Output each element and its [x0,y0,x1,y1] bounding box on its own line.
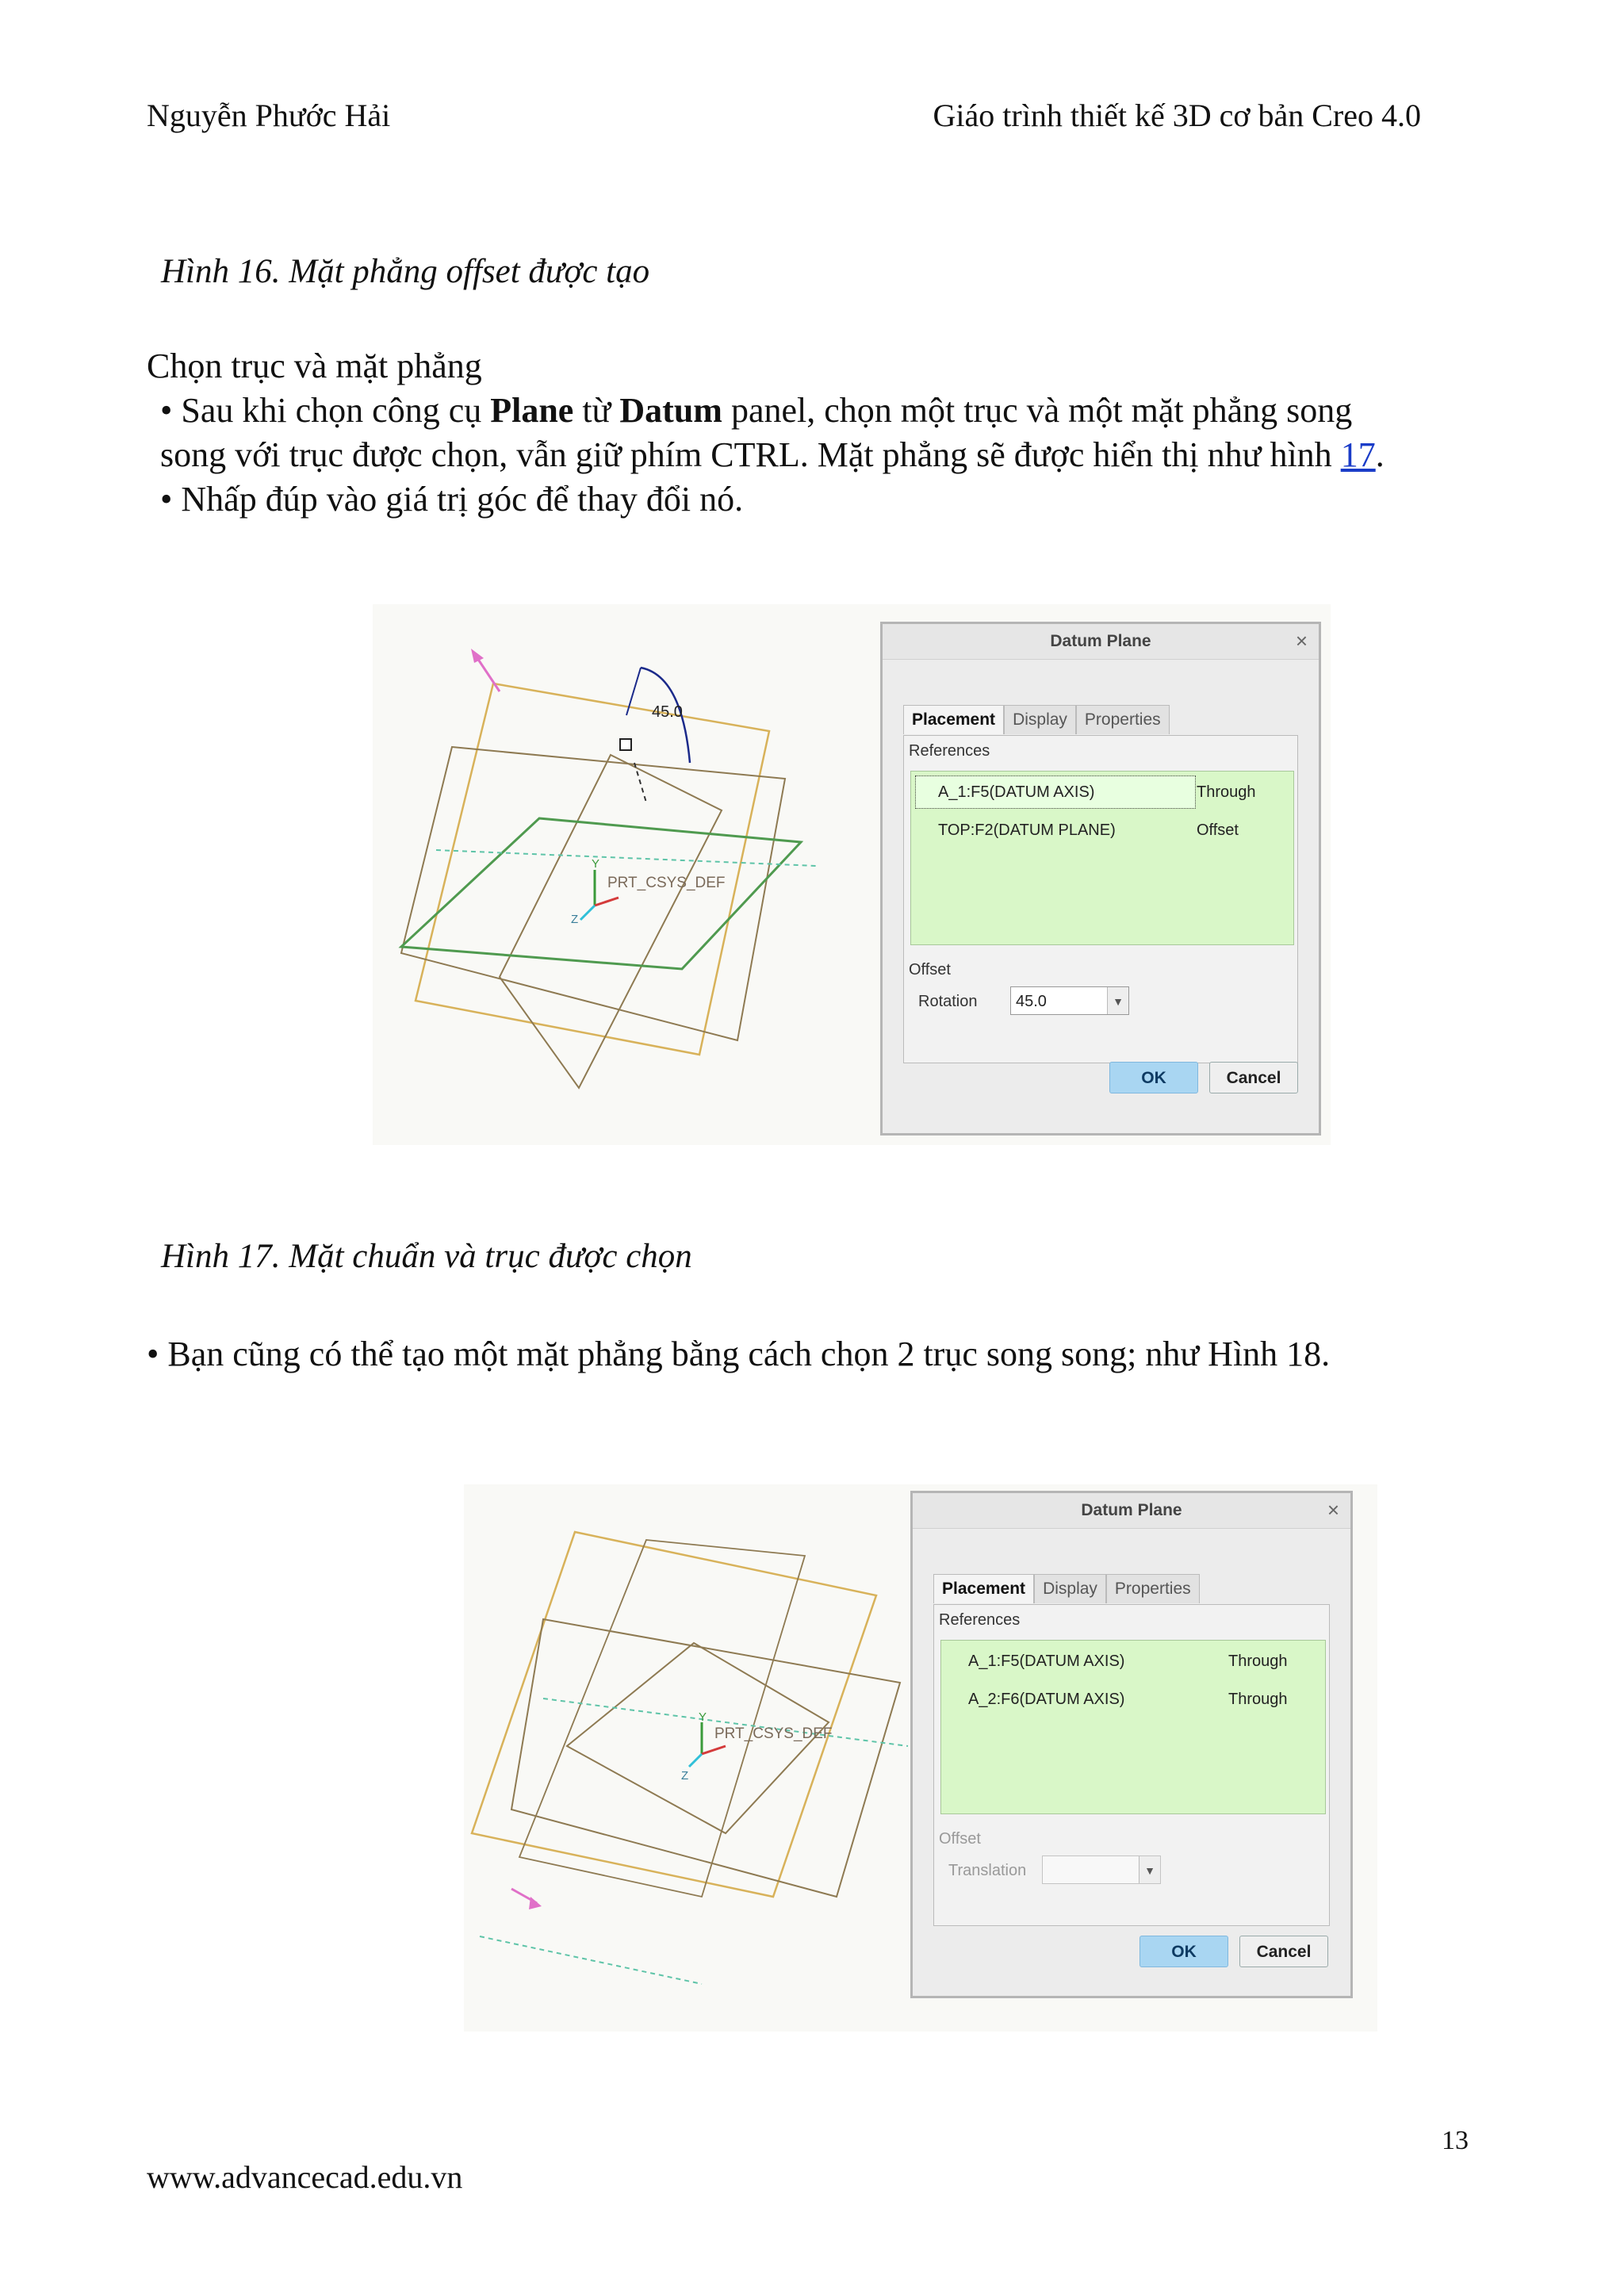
cancel-button[interactable]: Cancel [1239,1936,1328,1967]
csys-z-label: Z [571,913,579,926]
direction-arrow-head [529,1897,542,1909]
datum-term: Datum [619,391,722,430]
tab-display[interactable]: Display [1034,1574,1106,1603]
ok-button[interactable]: OK [1109,1062,1198,1093]
offset-label: Offset [909,961,951,978]
reference-name: A_2:F6(DATUM AXIS) [968,1691,1125,1708]
csys-z-axis [689,1754,702,1767]
reference-name: A_1:F5(DATUM AXIS) [938,783,1095,801]
header-book-title: Giáo trình thiết kế 3D cơ bản Creo 4.0 [933,98,1421,133]
top-datum-plane [401,818,801,969]
rotation-input[interactable] [1010,986,1129,1015]
placement-panel [903,735,1298,1063]
rotation-value: 45.0 [1016,993,1047,1010]
references-list[interactable] [910,771,1294,945]
direction-arrow-head [471,649,484,663]
reference-name: TOP:F2(DATUM PLANE) [938,821,1116,839]
reference-row[interactable] [946,1683,1225,1715]
chevron-down-icon[interactable]: ▼ [1139,1856,1160,1883]
placement-panel [933,1604,1330,1926]
translation-input[interactable] [1042,1855,1161,1884]
bullet-2: • Nhấp đúp vào giá trị góc để thay đổi nó. [160,480,744,519]
figure-17 [373,604,1331,1145]
bullet-3: • Bạn cũng có thể tạo một mặt phẳng bằng cách chọn 2 trục song song; như Hình 18. [147,1335,1331,1373]
footer-website[interactable]: www.advancecad.edu.vn [147,2159,463,2195]
plane-term: Plane [490,391,574,430]
dialog-title: Datum Plane [883,624,1319,660]
bullet-1-text-b: từ [573,391,620,430]
bullet-1 [160,389,1469,477]
rotation-label: Rotation [918,993,978,1010]
ok-button[interactable]: OK [1139,1936,1228,1967]
csys-label: PRT_CSYS_DEF [714,1725,833,1742]
csys-y-label: Y [699,1710,707,1724]
reference-row[interactable] [916,776,1195,808]
datum-plane-brown [511,1619,900,1897]
tab-placement[interactable]: Placement [903,705,1004,734]
references-list[interactable] [940,1640,1326,1814]
chevron-down-icon[interactable]: ▼ [1107,987,1128,1014]
angle-value-label[interactable]: 45.0 [652,703,683,721]
dialog-tabs [933,1574,1200,1603]
csys-x-axis [595,898,619,906]
figure-17-viewport [373,604,880,1145]
dialog-title: Datum Plane [913,1493,1350,1529]
reference-row[interactable] [916,814,1195,846]
reference-type-text: Through [1197,783,1256,801]
bullet-1-text-e: . [1375,435,1385,474]
figure-16-caption: Hình 16. Mặt phẳng offset được tạo [161,253,650,290]
tab-properties[interactable]: Properties [1076,705,1170,734]
datum-plane-dialog-17 [880,622,1321,1136]
page-number: 13 [1442,2126,1469,2155]
csys-x-axis [702,1746,726,1754]
bullet-1-text-d: song với trục được chọn, vẫn giữ phím CTRL. Mặt phẳng sẽ được hiển thị như hình [160,435,1341,474]
tab-placement[interactable]: Placement [933,1574,1034,1603]
csys-z-axis [580,906,595,920]
figure-18-viewport [464,1484,924,2032]
tab-display[interactable]: Display [1004,705,1076,734]
references-label: References [909,742,990,760]
cancel-button[interactable]: Cancel [1209,1062,1298,1093]
csys-y-label: Y [592,857,600,871]
reference-type-text: Through [1228,1691,1288,1708]
reference-name: A_1:F5(DATUM AXIS) [968,1653,1125,1670]
figure-17-caption: Hình 17. Mặt chuẩn và trục được chọn [161,1238,692,1275]
drag-handle[interactable] [620,739,631,750]
dialog-tabs [903,705,1170,734]
reference-type-text: Offset [1197,821,1239,839]
csys-label: PRT_CSYS_DEF [607,875,726,891]
bullet-1-text-a: • Sau khi chọn công cụ [160,391,491,430]
tab-properties[interactable]: Properties [1106,1574,1200,1603]
translation-label: Translation [948,1862,1027,1879]
close-icon[interactable]: × [1295,629,1308,653]
offset-label: Offset [939,1830,981,1848]
csys-z-label: Z [681,1769,689,1783]
reference-type-text: Through [1228,1653,1288,1670]
datum-plane-dialog-18 [910,1491,1353,1998]
dimension-extension [634,763,646,802]
figure-18 [464,1484,1377,2032]
figure-17-link[interactable]: 17 [1340,435,1376,474]
reference-row[interactable] [946,1645,1225,1677]
references-label: References [939,1611,1021,1629]
close-icon[interactable]: × [1327,1498,1339,1522]
datum-axis-2 [480,1936,702,1984]
section-title: Chọn trục và mặt phẳng [147,347,482,385]
header-author: Nguyễn Phước Hải [147,98,391,133]
bullet-1-text-c: panel, chọn một trục và một mặt phẳng song [722,391,1353,430]
datum-axis [436,850,817,866]
datum-plane-crossed [519,1540,805,1897]
